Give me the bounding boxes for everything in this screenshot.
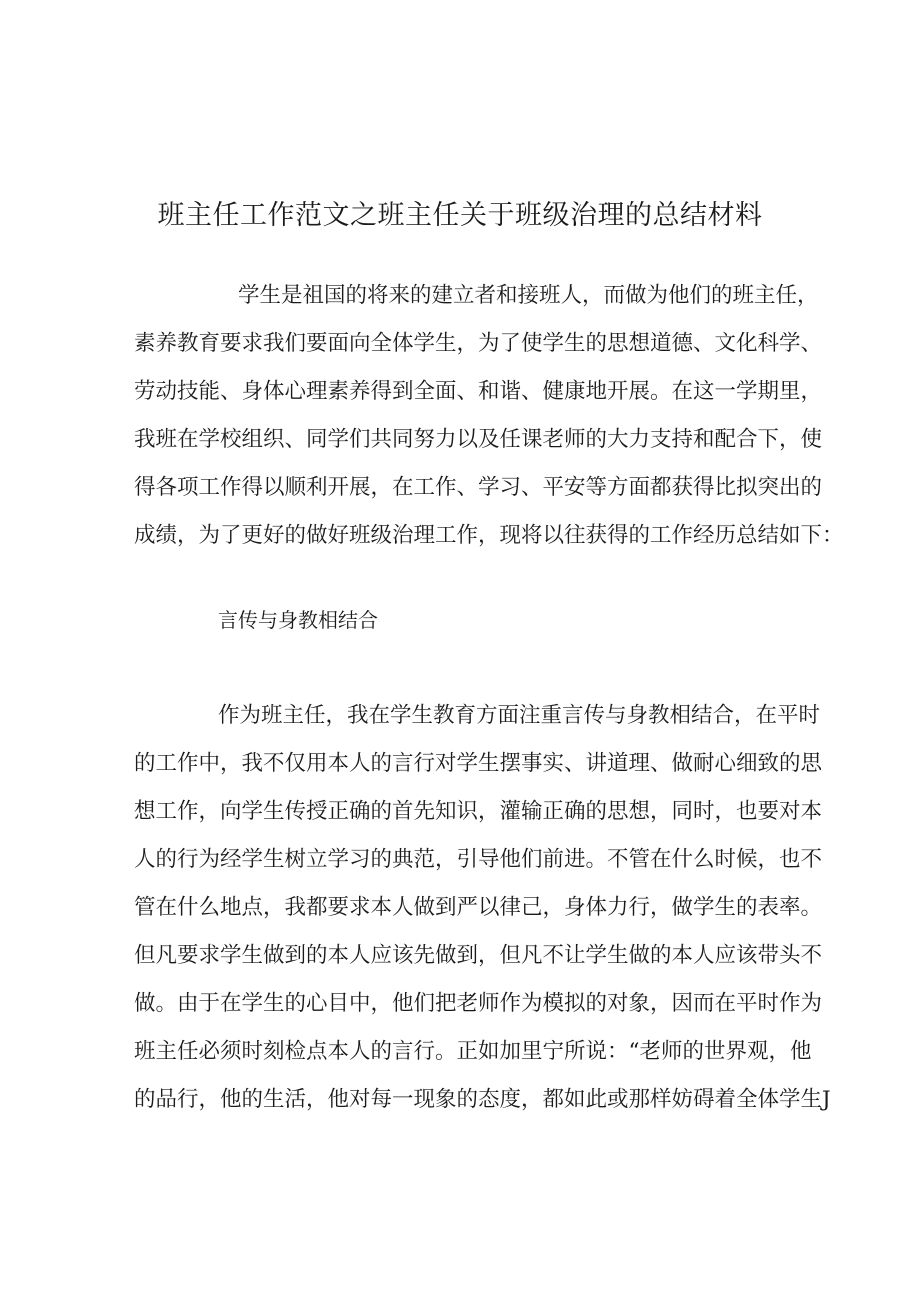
section-heading: 言传与身教相结合 (218, 608, 378, 632)
paragraph-line: 成绩，为了更好的做好班级治理工作，现将以往获得的工作经历总结如下： (134, 523, 844, 548)
paragraph-line: 劳动技能、身体心理素养得到全面、和谐、健康地开展。在这一学期里， (134, 379, 823, 404)
paragraph-line: 作为班主任，我在学生教育方面注重言传与身教相结合，在平时 (218, 703, 821, 728)
paragraph-line: 我班在学校组织、同学们共同努力以及任课老师的大力支持和配合下，使 (134, 427, 823, 452)
intro-paragraph (134, 272, 844, 560)
paragraph-line: 做。由于在学生的心目中，他们把老师作为模拟的对象，因而在平时作为 (134, 991, 823, 1016)
paragraph-line: 但凡要求学生做到的本人应该先做到，但凡不让学生做的本人应该带头不 (134, 943, 823, 968)
paragraph-line: 素养教育要求我们要面向全体学生，为了使学生的思想道德、文化科学、 (134, 331, 823, 356)
paragraph-line: 人的行为经学生树立学习的典范，引导他们前进。不管在什么时候，也不 (134, 847, 823, 872)
document-title: 班主任工作范文之班主任关于班级治理的总结材料 (157, 200, 763, 231)
paragraph-line: 的品行，他的生活，他对每一现象的态度，都如此或那样妨碍着全体学生J (134, 1087, 831, 1112)
section-paragraph (134, 692, 831, 1124)
paragraph-line: 学生是祖国的将来的建立者和接班人，而做为他们的班主任， (238, 283, 819, 308)
paragraph-line: 班主任必须时刻检点本人的言行。正如加里宁所说：“老师的世界观，他 (134, 1039, 812, 1064)
paragraph-line: 得各项工作得以顺利开展，在工作、学习、平安等方面都获得比拟突出的 (134, 475, 823, 500)
paragraph-line: 管在什么地点，我都要求本人做到严以律己，身体力行，做学生的表率。 (134, 895, 823, 920)
paragraph-line: 的工作中，我不仅用本人的言行对学生摆事实、讲道理、做耐心细致的思 (134, 751, 823, 776)
paragraph-line: 想工作，向学生传授正确的首先知识，灌输正确的思想，同时，也要对本 (134, 799, 823, 824)
